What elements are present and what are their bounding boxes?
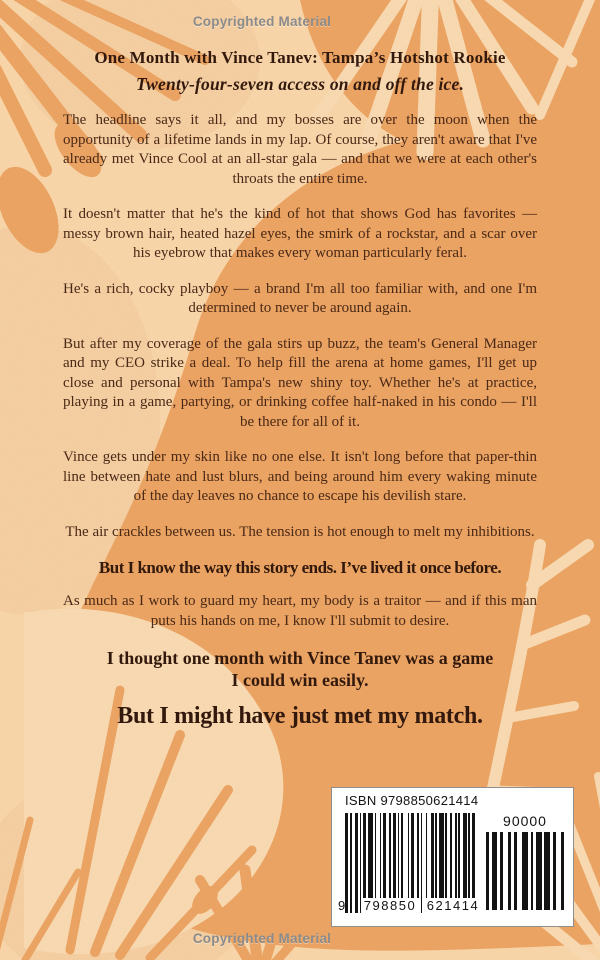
book-title: One Month with Vince Tanev: Tampa’s Hotshot Rookie bbox=[94, 48, 506, 67]
blurb-emphasis-3: But I might have just met my match. bbox=[117, 703, 483, 729]
blurb-emphasis-1: But I know the way this story ends. I’ve lived it once before. bbox=[98, 558, 502, 577]
blurb-paragraph-1: The headline says it all, and my bosses are over the moon when the opportunity of a lifetime lands in my lap. Of course, they aren't aware that I've already met Vince Cool at an all-star gala — and that we were at each other's throats the entire time. bbox=[63, 112, 537, 187]
ean13-digit-group-2: 621414 bbox=[424, 898, 482, 913]
book-tagline: Twenty-four-seven access on and off the ice. bbox=[135, 74, 465, 94]
ean13-digits bbox=[336, 898, 488, 914]
ean13-digit-prefix: 9 bbox=[338, 898, 347, 913]
blurb-paragraph-7: As much as I work to guard my heart, my body is a traitor — and if this man puts his hands on me, I know I'll submit to desire. bbox=[63, 593, 537, 629]
back-cover-blurb bbox=[63, 48, 537, 730]
blurb-emphasis-2 bbox=[63, 647, 537, 691]
price-code-label: 90000 bbox=[503, 813, 547, 829]
blurb-paragraph-2: It doesn't matter that he's the kind of hot that shows God has favorites — messy brown hair, heated hazel eyes, the smirk of a rockstar, and a scar over his eyebrow that makes every woman particularly feral. bbox=[63, 206, 537, 261]
ean5-addon-barcode bbox=[486, 832, 564, 910]
isbn-barcode-panel bbox=[331, 787, 574, 927]
ean13-digit-group-1: 798850 bbox=[361, 898, 419, 913]
copyright-watermark-top: Copyrighted Material bbox=[192, 14, 332, 29]
blurb-emphasis-2-line-2: I could win easily. bbox=[231, 670, 369, 690]
blurb-paragraph-5: Vince gets under my skin like no one else. It isn't long before that paper-thin line between hate and lust blurs, and being around him every waking minute of the day leaves no chance to escape his devilish stare. bbox=[63, 449, 537, 504]
blurb-paragraph-3: He's a rich, cocky playboy — a brand I'm all too familiar with, and one I'm determined to never be around again. bbox=[63, 280, 537, 316]
copyright-watermark-bottom: Copyrighted Material bbox=[192, 931, 332, 946]
blurb-emphasis-2-line-1: I thought one month with Vince Tanev was a game bbox=[106, 648, 494, 668]
blurb-paragraph-4: But after my coverage of the gala stirs up buzz, the team's General Manager and my CEO strike a deal. To help fill the arena at home games, I'll get up close and personal with Tampa's new shiny toy. Whether he's at practice, playing in a game, partying, or drinking coffee half-naked in his condo — I'll be there for all of it. bbox=[63, 335, 537, 430]
isbn-number-label: ISBN 9798850621414 bbox=[345, 793, 479, 808]
blurb-paragraph-6: The air crackles between us. The tension is hot enough to melt my inhibitions. bbox=[65, 523, 535, 540]
